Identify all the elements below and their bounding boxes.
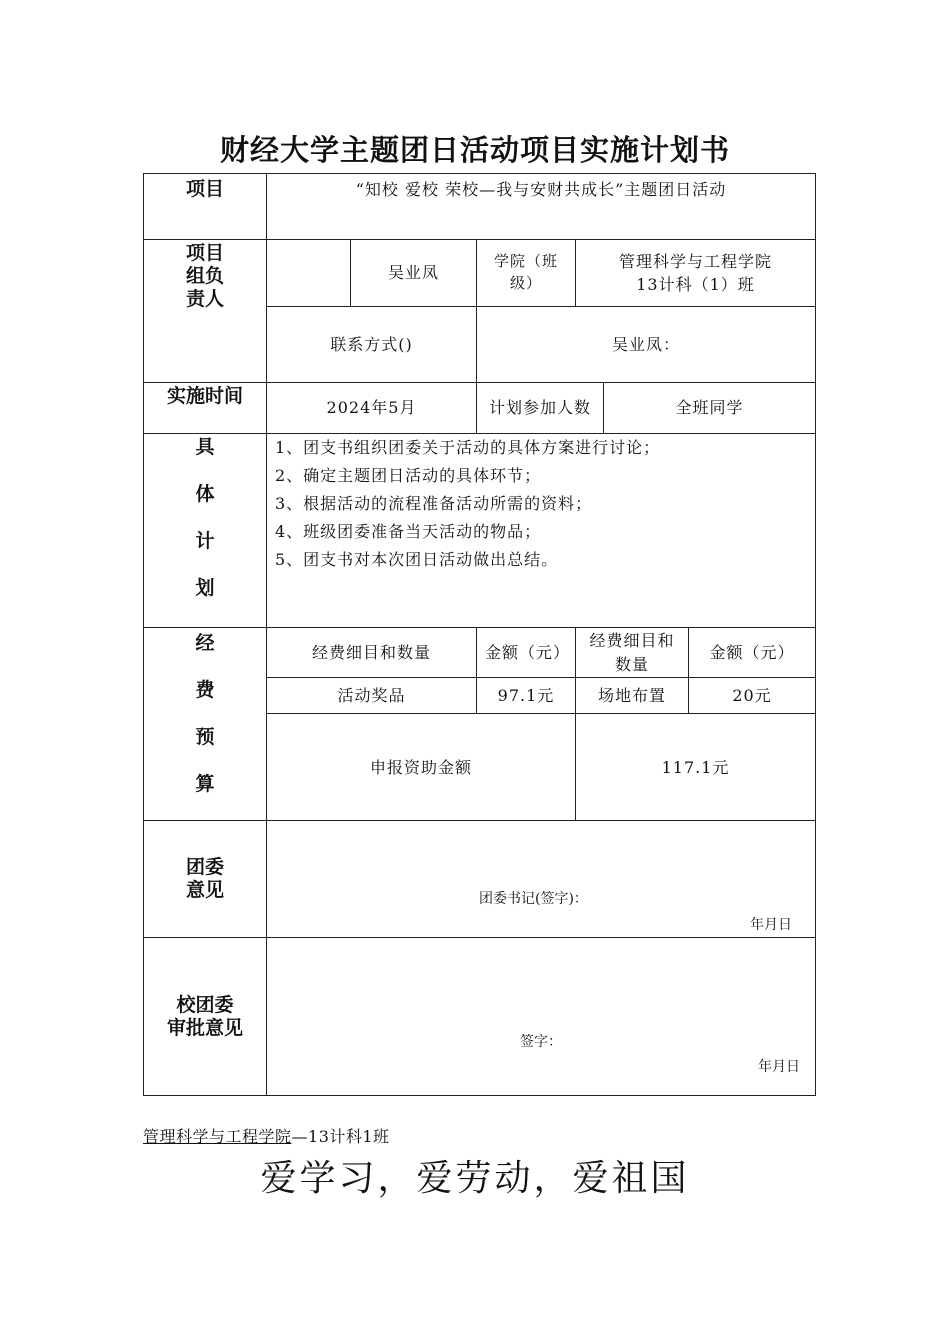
league-sign-date: 年月日	[750, 917, 792, 933]
leader-empty-cell	[267, 240, 351, 307]
college-label: 学院（班级）	[477, 240, 576, 307]
budget-total-label: 申报资助金额	[267, 714, 576, 821]
budget-col1-header: 经费细目和数量	[267, 628, 477, 678]
budget-item1-amount: 97.1元	[477, 678, 576, 714]
school-sign-date: 年月日	[758, 1059, 800, 1075]
budget-col2-header: 金额（元）	[477, 628, 576, 678]
footer-note	[143, 1124, 390, 1147]
school-opinion-label: 校团委 审批意见	[144, 938, 267, 1096]
leader-label: 项目 组负 责人	[144, 240, 267, 383]
school-opinion-area	[267, 938, 816, 1096]
contact-value: 吴业凤：	[477, 307, 816, 383]
budget-col3-header: 经费细目和数量	[576, 628, 689, 678]
league-opinion-label: 团委 意见	[144, 821, 267, 938]
footer-college: 管理科学与工程学院	[143, 1127, 292, 1146]
budget-label: 经 费 预 算	[144, 628, 267, 821]
participants-value: 全班同学	[604, 383, 816, 434]
project-label: 项目	[144, 174, 267, 240]
school-sign-label: 签字：	[520, 1034, 562, 1050]
time-value: 2024年5月	[267, 383, 477, 434]
budget-total-value: 117.1元	[576, 714, 816, 821]
footer-class: —13计科1班	[291, 1127, 390, 1146]
plan-item: 1、团支书组织团委关于活动的具体方案进行讨论；	[275, 438, 661, 457]
plan-item: 5、团支书对本次团日活动做出总结。	[275, 550, 559, 569]
time-label: 实施时间	[144, 383, 267, 434]
slogan: 爱学习，爱劳动，爱祖国	[260, 1158, 690, 1199]
plan-label: 具 体 计 划	[144, 434, 267, 628]
league-sign-label: 团委书记(签字)：	[479, 891, 588, 907]
budget-item2-name: 场地布置	[576, 678, 689, 714]
college-value: 管理科学与工程学院 13计科（1）班	[576, 240, 816, 307]
contact-label: 联系方式()	[267, 307, 477, 383]
plan-item: 2、确定主题团日活动的具体环节；	[275, 466, 542, 485]
budget-item1-name: 活动奖品	[267, 678, 477, 714]
plan-item: 4、班级团委准备当天活动的物品；	[275, 522, 542, 541]
document-title: 财经大学主题团日活动项目实施计划书	[219, 133, 730, 167]
plan-items	[267, 434, 816, 628]
league-opinion-area	[267, 821, 816, 938]
budget-col4-header: 金额（元）	[689, 628, 816, 678]
plan-item: 3、根据活动的流程准备活动所需的资料；	[275, 494, 593, 513]
leader-name: 吴业凤	[351, 240, 477, 307]
budget-item2-amount: 20元	[689, 678, 816, 714]
project-value: “知校 爱校 荣校—我与安财共成长”主题团日活动	[267, 174, 816, 240]
plan-table	[143, 173, 816, 1096]
participants-label: 计划参加人数	[477, 383, 604, 434]
